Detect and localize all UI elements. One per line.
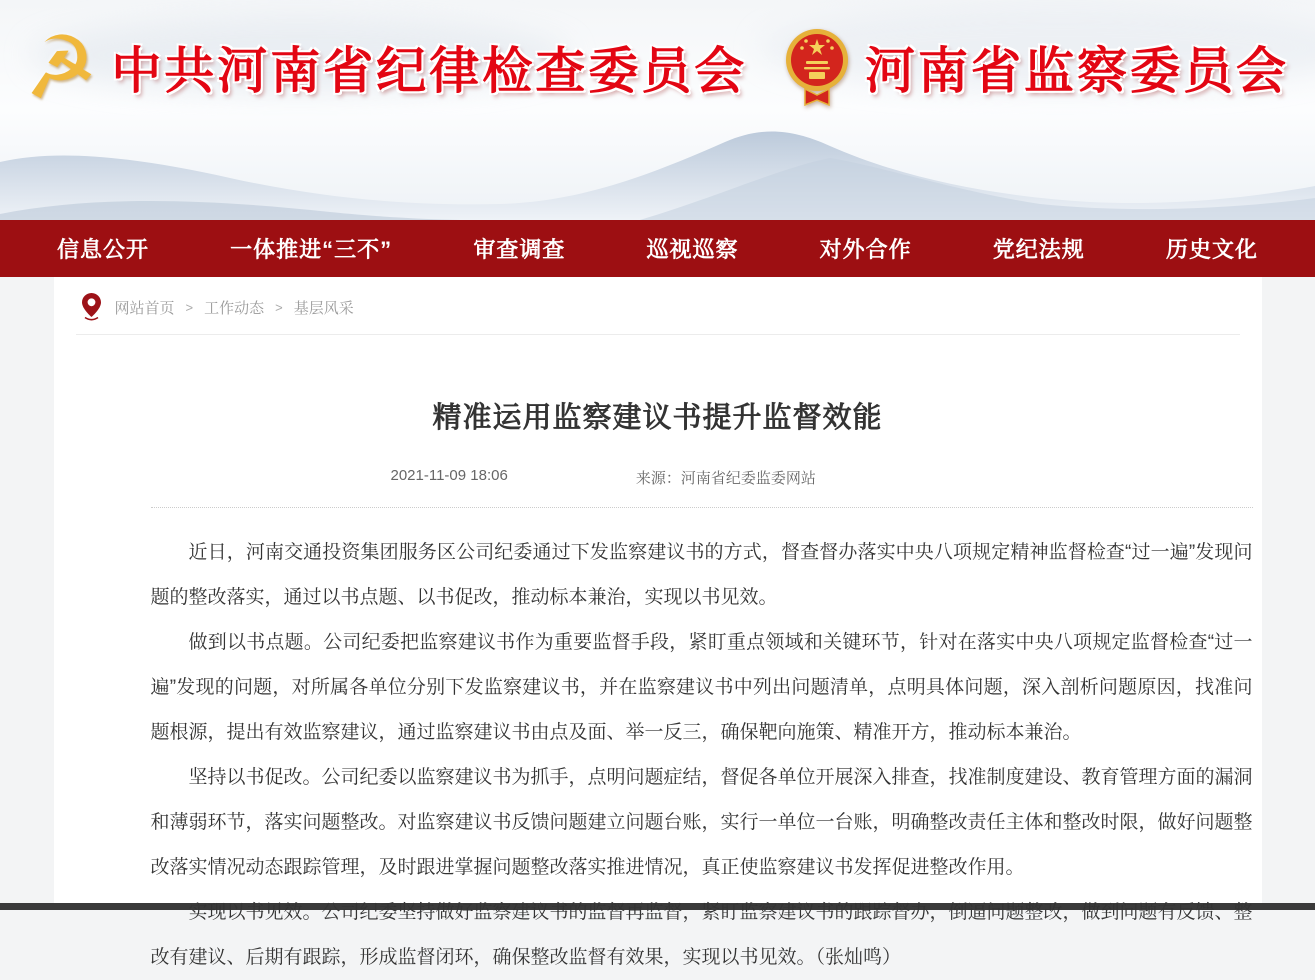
nav-item-information-disclosure[interactable]: 信息公开: [57, 237, 150, 262]
nav-item-inspection-tours[interactable]: 巡视巡察: [646, 237, 739, 262]
breadcrumb: [76, 277, 1240, 335]
breadcrumb-work-dynamics[interactable]: 工作动态: [204, 299, 265, 317]
nav-item-party-discipline[interactable]: 党纪法规: [992, 237, 1085, 262]
article-paragraph: 坚持以书促改。公司纪委以监察建议书为抓手，点明问题症结，督促各单位开展深入排查，找准制度建设、教育管理方面的漏洞和薄弱环节，落实问题整改。对监察建议书反馈问题建立问题台账，实行一单位一台账，明确整改责任主体和整改时限，做好问题整改落实情况动态跟踪管理，及时跟进掌握问题整改落实推进情况，真正使监察建议书发挥促进整改作用。: [150, 767, 1253, 878]
supervisory-brand[interactable]: [785, 27, 1289, 107]
breadcrumb-home[interactable]: 网站首页: [114, 299, 175, 317]
site-title-discipline-commission[interactable]: 中共河南省纪律检查委员会: [111, 43, 748, 99]
article-paragraph: 做到以书点题。公司纪委把监察建议书作为重要监督手段，紧盯重点领域和关键环节，针对在落实中央八项规定监督检查“过一遍”发现的问题，对所属各单位分别下发监察建议书，并在监察建议书中列出问题清单，点明具体问题，深入剖析问题原因，找准问题根源，提出有效监察建议，通过监察建议书由点及面、举一反三，确保靶向施策、精准开方，推动标本兼治。: [150, 632, 1253, 743]
breadcrumb-grassroots[interactable]: 基层风采: [293, 299, 354, 317]
article-meta: [391, 467, 1262, 488]
article-paragraph: 实现以书见效。公司纪委坚持做好监察建议书的监督再监督，紧盯监察建议书的跟踪督办，倒逼问题整改，做到问题有反馈、整改有建议、后期有跟踪，形成监督闭环，确保整改监督有效果，实现以书见效。（张灿鸣）: [150, 902, 1253, 968]
breadcrumb-separator: >: [185, 299, 194, 315]
publish-date: 2021-11-09 18:06: [390, 467, 508, 484]
article-source: [636, 467, 816, 488]
cdi-brand[interactable]: [17, 16, 748, 118]
location-pin-icon: [82, 293, 101, 321]
source-label: 来源：: [635, 470, 681, 487]
article-paragraph: 近日，河南交通投资集团服务区公司纪委通过下发监察建议书的方式，督查督办落实中央八项规定精神监督检查“过一遍”发现问题的整改落实，通过以书点题、以书促改，推动标本兼治，实现以书见效。: [150, 542, 1253, 608]
nav-item-history-culture[interactable]: 历史文化: [1165, 237, 1258, 262]
national-emblem-icon: [785, 27, 849, 107]
nav-item-three-nos[interactable]: 一体推进“三不”: [230, 237, 393, 262]
article-container: [54, 277, 1262, 968]
nav-item-external-cooperation[interactable]: 对外合作: [819, 237, 912, 262]
breadcrumb-separator: >: [275, 299, 283, 315]
nav-item-review-investigation[interactable]: 审查调查: [473, 237, 566, 262]
party-emblem-icon: ☭: [17, 16, 103, 118]
site-header: [0, 0, 1315, 220]
article-body: [151, 507, 1253, 980]
site-title-supervisory-commission[interactable]: 河南省监察委员会: [865, 43, 1289, 99]
article-title: 精准运用监察建议书提升监督效能: [432, 402, 883, 434]
main-navigation: [0, 220, 1315, 277]
source-value: 河南省纪委监委网站: [680, 470, 816, 487]
